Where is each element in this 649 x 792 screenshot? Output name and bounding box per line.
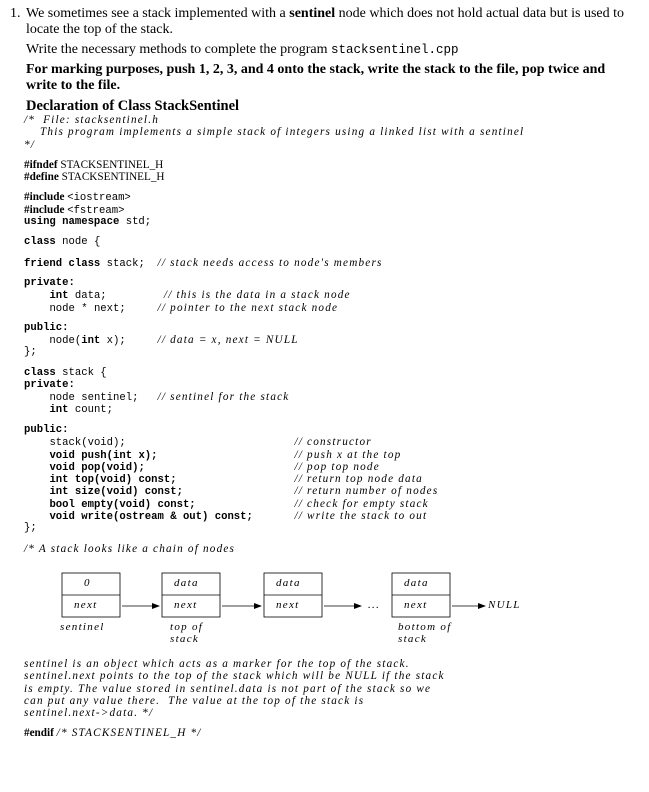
method-line (24, 436, 644, 448)
arrow-head (152, 603, 160, 609)
class-stack-line: class stack { (24, 366, 107, 379)
data-member: data; (74, 290, 107, 303)
marking-paragraph: For marking purposes, push 1, 2, 3, and 4 onto the stack, write the stack to the file, pop twice and write to the file. (26, 62, 606, 93)
method-comment: // return top node data (294, 473, 423, 486)
explanation-line: sentinel is an object which acts as a marker for the top of the stack. (24, 657, 410, 670)
arrow-head (478, 603, 486, 609)
include-fstream: <fstream> (67, 204, 125, 217)
private-label: private: (24, 379, 75, 392)
intro-text-2: node which does not hold actual data but is used to locate the top of the stack. (26, 6, 625, 37)
closing-brace: }; (24, 522, 37, 535)
method-comment: // return number of nodes (294, 485, 439, 498)
sentinel-caption: sentinel (60, 620, 105, 633)
using-namespace-std: std; (125, 216, 152, 229)
node-next-label: next (74, 598, 98, 611)
ellipsis: ... (368, 598, 381, 611)
class-node-name: node { (62, 236, 101, 249)
include-line: #include <iostream> (24, 191, 131, 205)
ifndef-line: #ifndef STACKSENTINEL_H (24, 158, 164, 171)
using-line: using namespace std; (24, 216, 152, 229)
question-number: 1. (10, 6, 21, 21)
method-line (24, 510, 644, 522)
method-line (24, 498, 644, 510)
question-intro (26, 6, 626, 118)
endif-comment: /* STACKSENTINEL_H */ (56, 727, 202, 740)
instruction-paragraph (26, 42, 626, 58)
method-signature: int top(void) const; (49, 474, 177, 487)
diagram-title: /* A stack looks like a chain of nodes (24, 542, 236, 555)
node-next-label: next (174, 598, 198, 611)
method-comment: // pop top node (294, 460, 380, 473)
header-comment: /* File: stacksentinel.h (24, 114, 160, 126)
data-member-line: int data; // this is the data in a stack node (49, 289, 351, 303)
sentinel-comment: // sentinel for the stack (157, 391, 290, 404)
method-signature: int size(void) const; (49, 486, 183, 499)
count-member: count; (74, 403, 114, 416)
header-comment: */ (24, 138, 36, 151)
section-heading: Declaration of Class StackSentinel (26, 98, 240, 114)
explanation-line: can put any value there. The value at the top of the stack is (24, 694, 365, 707)
bottom-caption: stack (398, 632, 428, 645)
code-listing (24, 114, 644, 740)
top-caption: stack (170, 632, 200, 645)
method-signature: stack(void); (49, 437, 126, 450)
include-iostream: <iostream> (67, 192, 131, 205)
arrow-head (354, 603, 362, 609)
include-line: #include <fstream> (24, 203, 125, 217)
public-label: public: (24, 423, 69, 436)
method-signature: void write(ostream & out) const; (49, 511, 253, 524)
explanation-line: sentinel.next points to the top of the stack which will be NULL if the stack (24, 670, 445, 683)
node-data-label: data (174, 576, 199, 589)
method-comment: // check for empty stack (294, 497, 429, 510)
method-signature: void push(int x); (49, 449, 158, 462)
header-comment: This program implements a simple stack of integers using a linked list with a sentinel (24, 126, 525, 139)
bottom-caption: bottom of (398, 620, 452, 633)
endif-line: #endif /* STACKSENTINEL_H */ (24, 727, 202, 740)
method-line (24, 473, 644, 485)
arrow-head (254, 603, 262, 609)
method-comment: // write the stack to out (294, 510, 428, 523)
private-label: private: (24, 276, 75, 289)
class-stack-name: stack { (62, 366, 107, 379)
intro-sentinel-word: sentinel (289, 6, 336, 21)
method-signature: void pop(void); (49, 461, 145, 474)
method-comment: // push x at the top (294, 448, 402, 461)
next-member-line (24, 302, 644, 314)
node-data-label: data (276, 576, 301, 589)
instruction-filename: stacksentinel.cpp (331, 43, 459, 57)
data-comment: // this is the data in a stack node (163, 289, 351, 302)
count-member-line: int count; (49, 403, 114, 416)
explanation-line: sentinel.next->data. */ (24, 707, 154, 720)
top-caption: top of (170, 620, 204, 633)
sentinel-member: node sentinel; (49, 392, 139, 405)
sentinel-member-line (24, 391, 644, 403)
next-member: node * next; (49, 302, 126, 315)
explanation-line: is empty. The value stored in sentinel.data is not part of the stack so we (24, 682, 432, 695)
sentinel-data-value: 0 (84, 576, 91, 589)
node-next-label: next (276, 598, 300, 611)
intro-paragraph (26, 6, 626, 38)
define-symbol: STACKSENTINEL_H (61, 171, 165, 184)
method-signature: bool empty(void) const; (49, 498, 196, 511)
node-ctor-line: node(int x); // data = x, next = NULL (24, 334, 299, 348)
node-next-label: next (404, 598, 428, 611)
define-line: #define STACKSENTINEL_H (24, 171, 165, 184)
next-comment: // pointer to the next stack node (157, 301, 339, 314)
class-node-line: class node { (24, 236, 101, 249)
intro-text-1: We sometimes see a stack implemented with a (26, 6, 290, 21)
method-comment: // constructor (294, 436, 372, 449)
node-data-label: data (404, 576, 429, 589)
diagram-graphic (24, 563, 644, 658)
method-line (24, 449, 644, 461)
closing-brace: }; (24, 346, 37, 359)
method-line (24, 485, 644, 497)
linked-list-diagram (24, 563, 644, 658)
null-label: NULL (488, 598, 521, 611)
friend-comment: // stack needs access to node's members (157, 256, 383, 269)
friend-line: friend class stack; // stack needs access to node's members (24, 256, 383, 270)
method-line (24, 461, 644, 473)
public-label: public: (24, 321, 69, 334)
node-ctor-comment: // data = x, next = NULL (157, 334, 299, 347)
instruction-text: Write the necessary methods to complete the program (26, 42, 331, 57)
ifndef-symbol: STACKSENTINEL_H (60, 158, 164, 171)
